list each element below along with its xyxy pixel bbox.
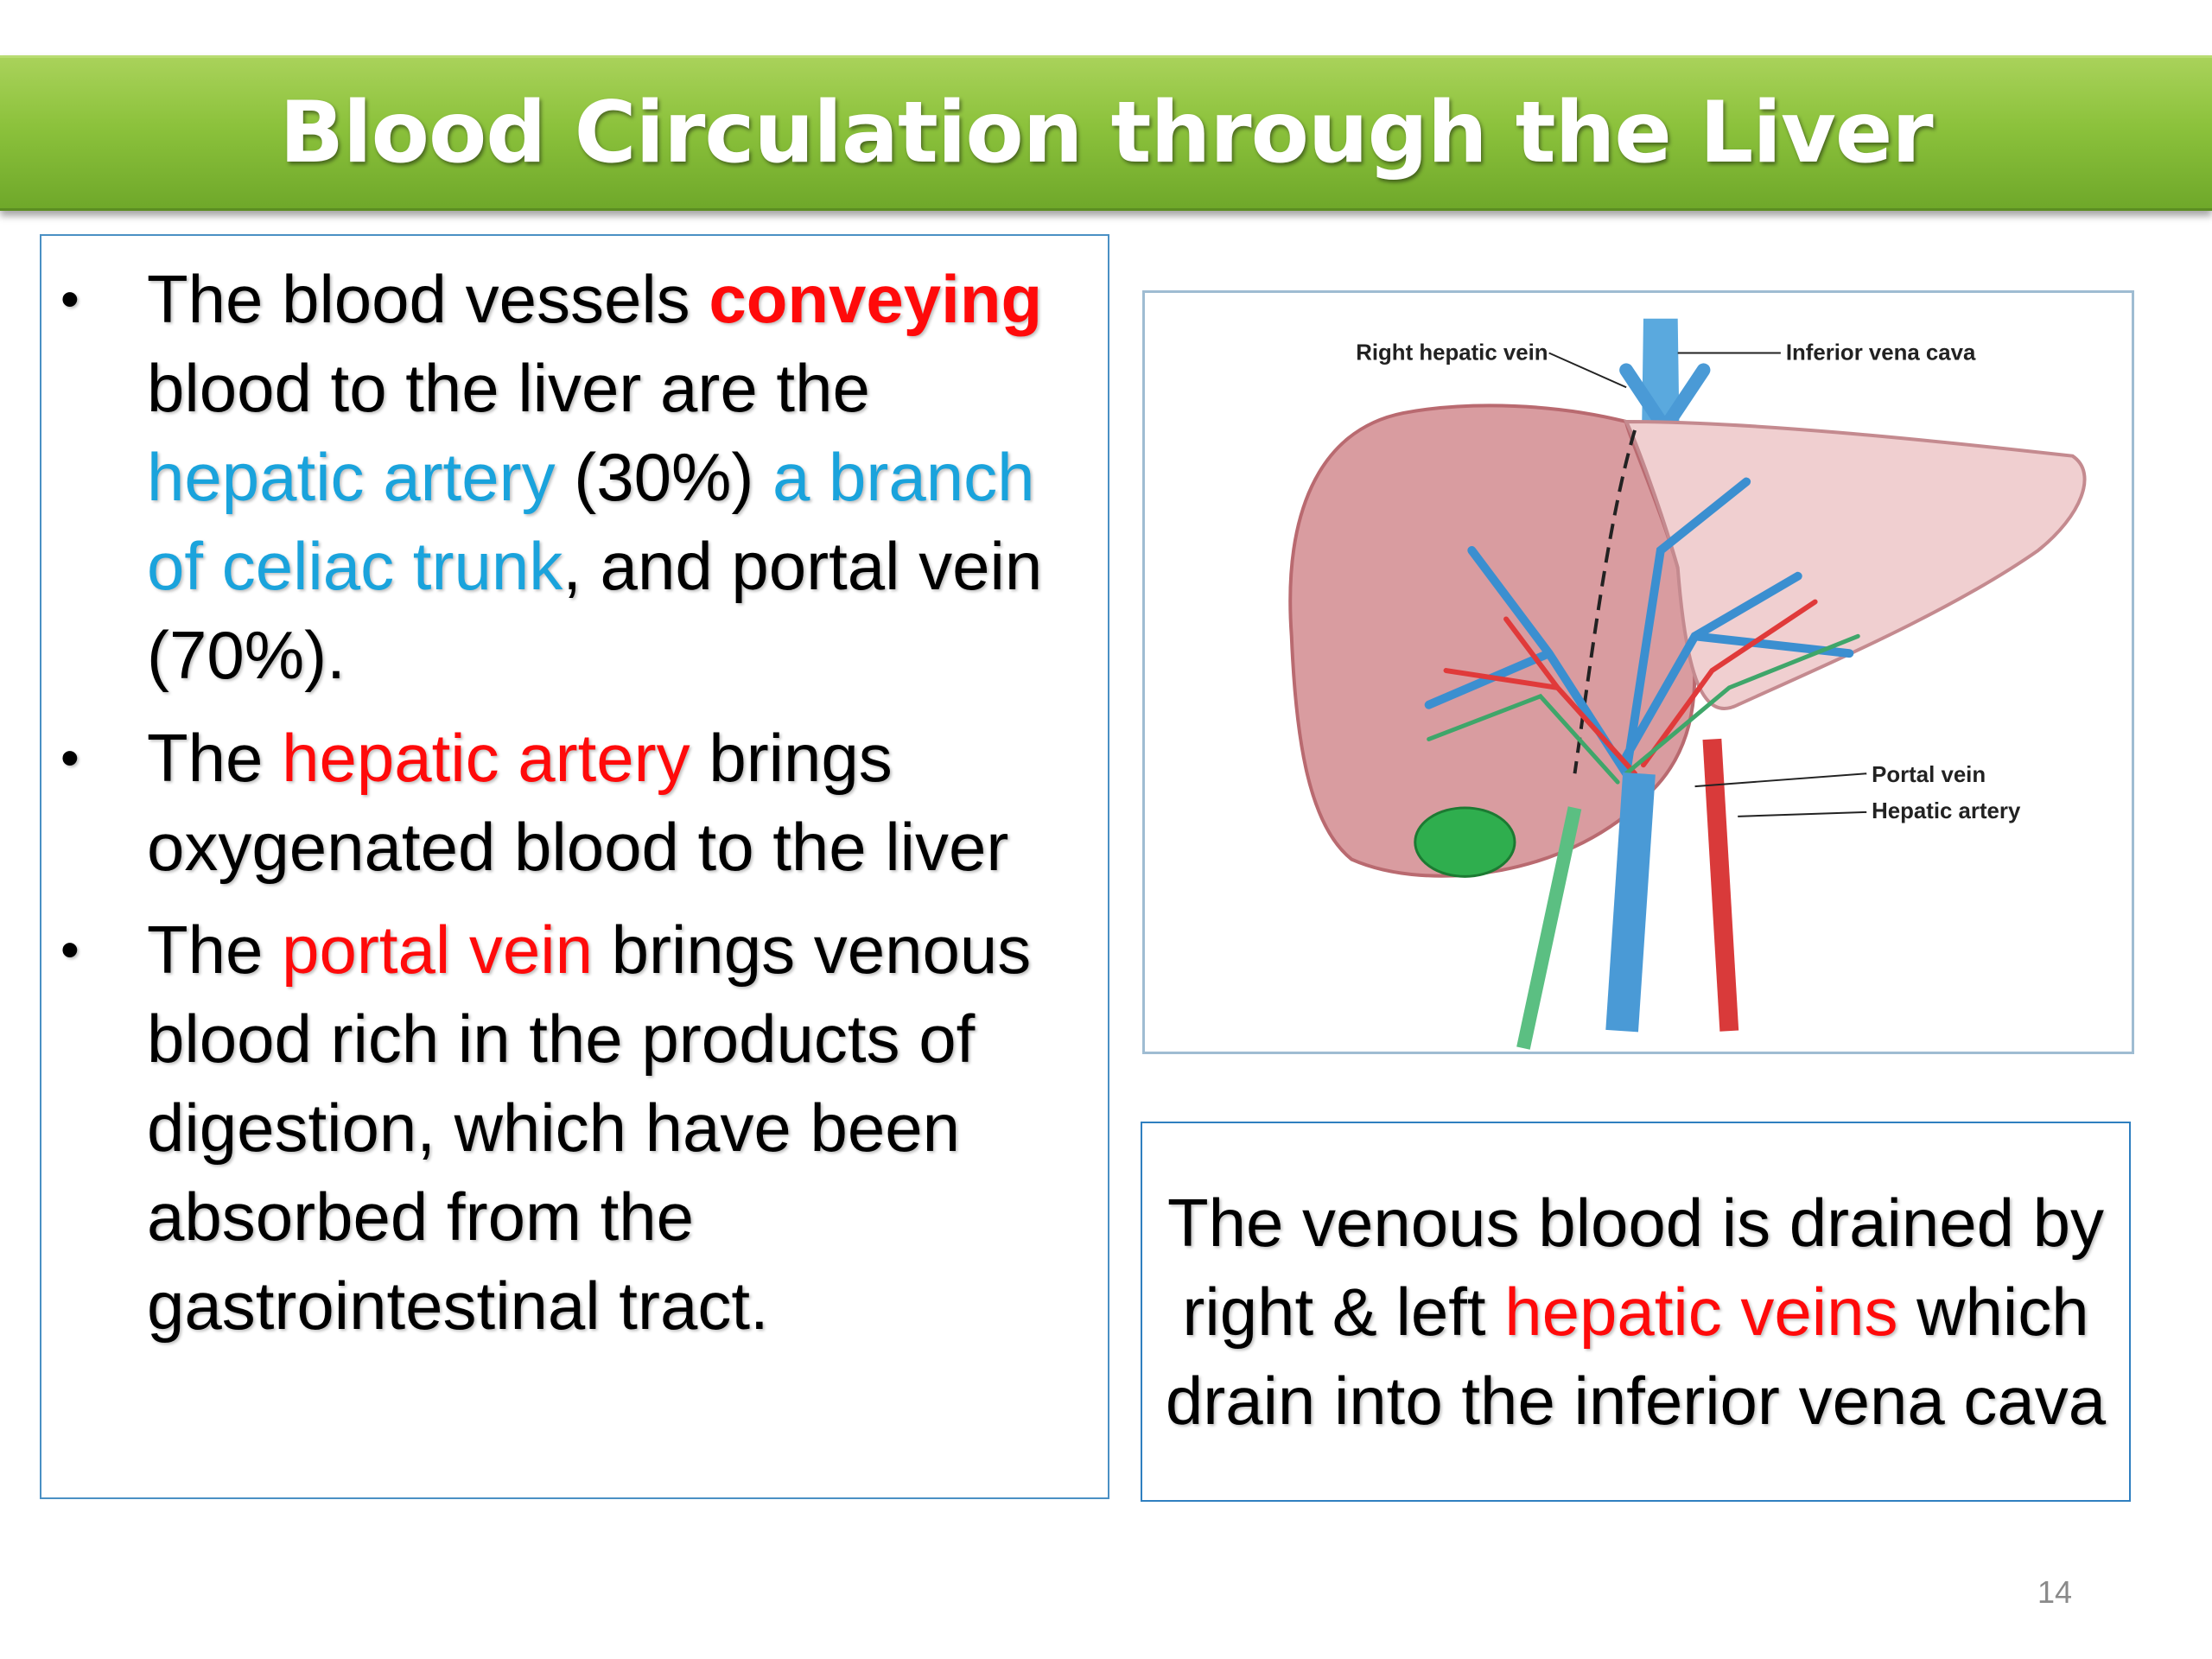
emphasis-hepatic-artery: hepatic artery — [147, 439, 556, 515]
bullet-list — [41, 236, 1108, 1351]
portal-vein-trunk — [1622, 773, 1639, 1031]
page-number: 14 — [2037, 1574, 2073, 1610]
gallbladder-shape — [1415, 808, 1515, 876]
bullet-text: brings oxygenated blood to the liver — [147, 720, 1009, 885]
bullet-dot: • — [60, 270, 79, 329]
bullet-text: , and portal vein (70%). — [147, 528, 1043, 693]
caption-box — [1141, 1122, 2131, 1502]
label-right-hepatic-vein: Right hepatic vein — [1356, 340, 1548, 365]
slide-title: Blood Circulation through the Liver — [279, 84, 1933, 182]
bullet-dot: • — [60, 920, 79, 980]
emphasis-hepatic-veins: hepatic veins — [1504, 1273, 1898, 1350]
bullet-text: brings venous blood rich in the products of digestion, which have been absorbed from the gastrointestinal tract. — [147, 912, 1032, 1344]
title-banner — [0, 55, 2212, 211]
caption-text — [1142, 1179, 2129, 1446]
bullet-dot: • — [60, 728, 79, 788]
emphasis-portal-vein: portal vein — [282, 912, 593, 988]
hepatic-artery-trunk — [1712, 739, 1729, 1031]
caption-part: which drain into the inferior vena cava — [1165, 1273, 2107, 1439]
label-portal-vein: Portal vein — [1872, 763, 1986, 788]
liver-left-lobe — [1626, 422, 2084, 709]
bullet-text: The — [147, 912, 283, 988]
bullet-text: (30%) — [555, 439, 772, 515]
liver-illustration — [1142, 290, 2134, 1054]
emphasis-conveying: conveying — [709, 261, 1043, 337]
liver-diagram — [1145, 293, 2132, 1052]
leader-right-hepatic-vein — [1549, 353, 1626, 388]
bullet-text: blood to the liver are the — [147, 350, 870, 426]
leader-hepatic-artery — [1738, 812, 1866, 817]
label-hepatic-artery: Hepatic artery — [1872, 798, 2021, 823]
bullet-text: The — [147, 720, 283, 796]
label-inferior-vena-cava: Inferior vena cava — [1785, 340, 1976, 365]
bullet-item — [41, 714, 1082, 892]
emphasis-celiac-trunk: a branch of celiac trunk — [147, 439, 1035, 604]
bullet-text-box — [40, 234, 1109, 1499]
emphasis-hepatic-artery: hepatic artery — [282, 720, 690, 796]
bullet-item — [41, 255, 1082, 700]
bullet-text: The blood vessels — [147, 261, 709, 337]
caption-part: The venous blood is drained by right & left — [1166, 1184, 2105, 1350]
bullet-item — [41, 906, 1082, 1351]
